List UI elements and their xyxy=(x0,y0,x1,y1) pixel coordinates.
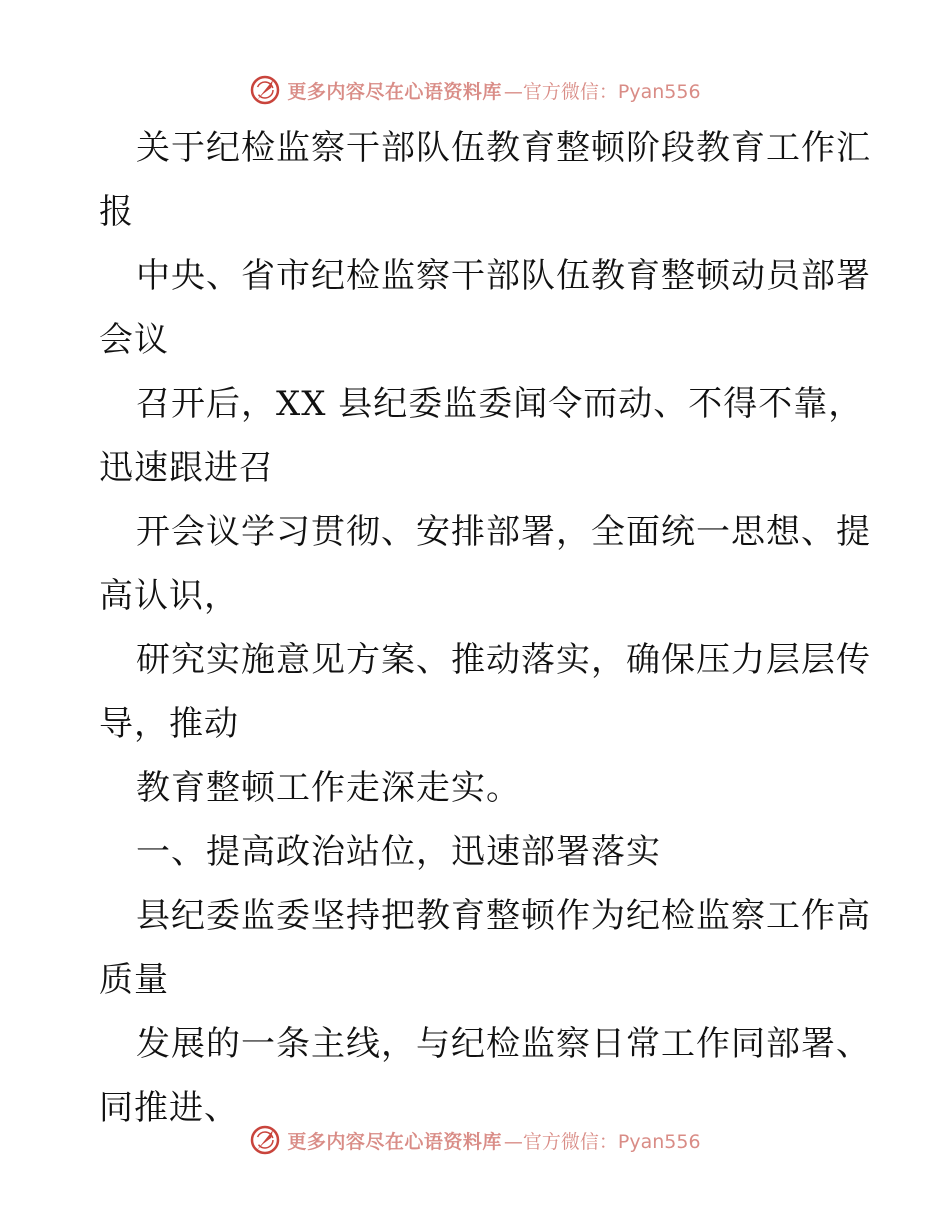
watermark-wechat-text: —官方微信：Pyan556 xyxy=(503,80,701,103)
text-line: 一、提高政治站位，迅速部署落实 xyxy=(136,832,661,872)
text-line: 发展的一条主线，与纪检监察日常工作同部署、 xyxy=(136,1024,871,1064)
watermark-wechat-text: —官方微信：Pyan556 xyxy=(503,1130,701,1153)
document-body xyxy=(99,116,871,1140)
text-line: 迅速跟进召 xyxy=(99,448,274,488)
text-line: 关于纪检监察干部队伍教育整顿阶段教育工作汇 xyxy=(136,128,871,168)
text-line: 开会议学习贯彻、安排部署，全面统一思想、提 xyxy=(136,512,871,552)
quill-logo-icon xyxy=(249,74,281,106)
footer-watermark xyxy=(0,1120,950,1160)
text-line: 会议 xyxy=(99,320,169,360)
text-line: 质量 xyxy=(99,960,169,1000)
text-line: 召开后，XX 县纪委监委闻令而动、不得不靠， xyxy=(136,384,864,424)
text-line: 同推进、 xyxy=(99,1088,239,1128)
text-line: 报 xyxy=(99,192,134,232)
text-line: 县纪委监委坚持把教育整顿作为纪检监察工作高 xyxy=(136,896,871,936)
watermark-site-text: 更多内容尽在心语资料库 xyxy=(287,80,502,103)
text-line: 中央、省市纪检监察干部队伍教育整顿动员部署 xyxy=(136,256,871,296)
text-line: 高认识， xyxy=(99,576,239,616)
text-line: 研究实施意见方案、推动落实，确保压力层层传 xyxy=(136,640,871,680)
watermark-site-text: 更多内容尽在心语资料库 xyxy=(287,1130,502,1153)
quill-logo-icon xyxy=(249,1124,281,1156)
text-line: 教育整顿工作走深走实。 xyxy=(136,768,521,808)
header-watermark xyxy=(0,70,950,110)
text-line: 导，推动 xyxy=(99,704,239,744)
